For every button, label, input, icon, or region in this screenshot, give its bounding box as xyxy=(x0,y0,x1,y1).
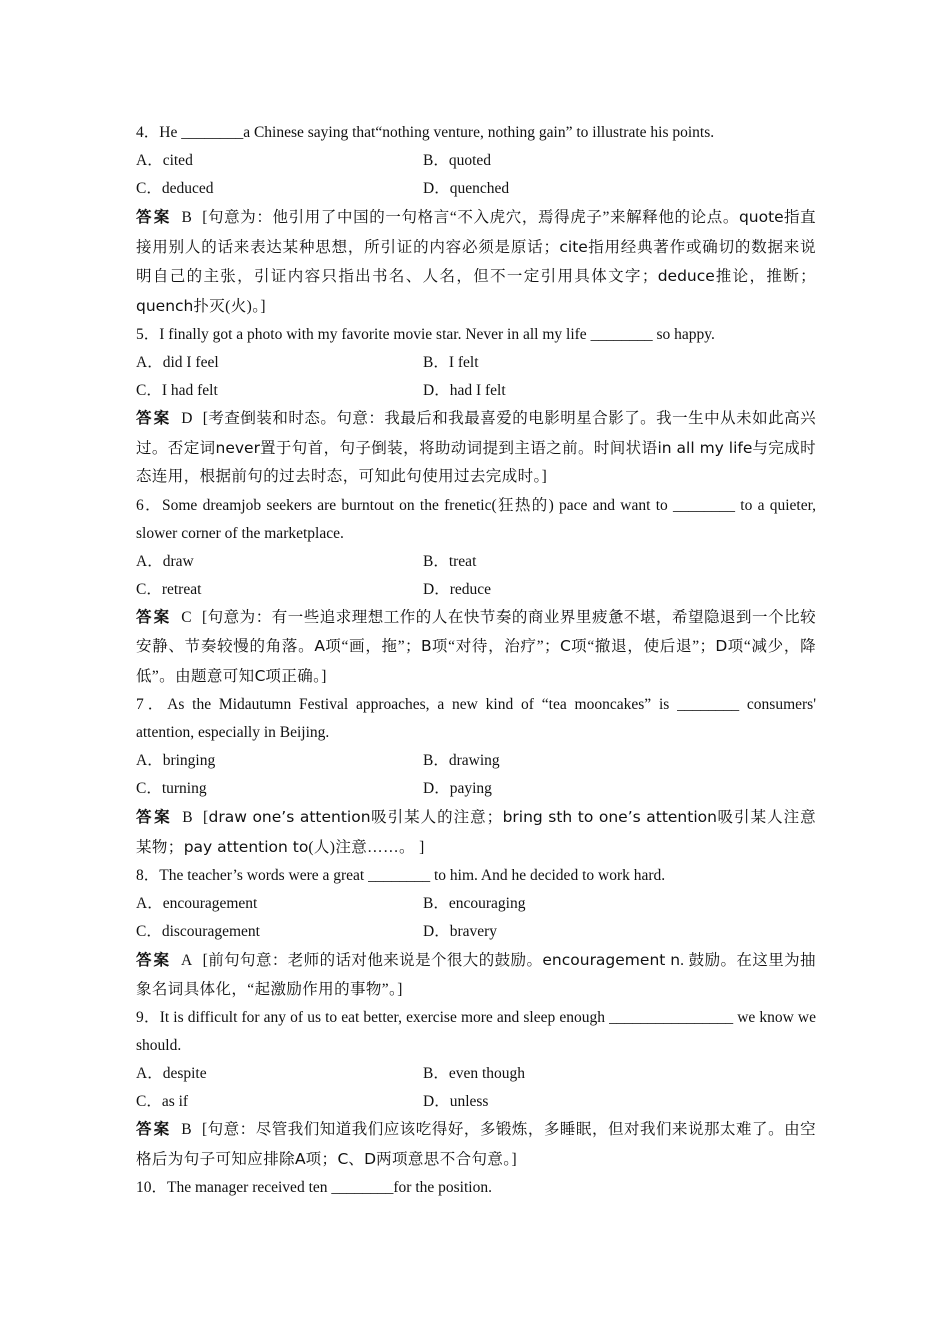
explanation-text: [句意为：他引用了中国的一句格言“不入虎穴，焉得虎子”来解释他的论点。quote指直接用别人的话来表达某种思想，所引证的内容必须是原话；cite指用经典著作或确切的数据来说明自己的主张，引证内容只指出书名、人名，但不一定引用具体文字；deduce推论，推断；quench扑灭(火)。] xyxy=(136,208,816,315)
option-b: B．even though xyxy=(423,1065,526,1082)
question-stem: 5．I finally got a photo with my favorite movie star. Never in all my life ________ so happy. xyxy=(136,326,715,343)
explanation-text: [句意：尽管我们知道我们应该吃得好，多锻炼，多睡眠，但对我们来说那太难了。由空格后为句子可知应排除A项；C、D两项意思不合句意。] xyxy=(136,1121,816,1168)
explanation-text: [考查倒装和时态。句意：我最后和我最喜爱的电影明星合影了。我一生中从未如此高兴过。否定词never置于句首，句子倒装，将助动词提到主语之前。时间状语in all my life与完成时态连用，根据前句的过去时态，可知此句使用过去完成时。] xyxy=(136,410,816,485)
option-a: A．bringing xyxy=(136,752,216,769)
answer-key: B xyxy=(181,209,193,226)
options-grid xyxy=(136,548,816,604)
answer-explanation xyxy=(136,946,816,1004)
option-c: C．I had felt xyxy=(136,382,218,399)
question-stem: 4．He ________a Chinese saying that“nothing venture, nothing gain” to illustrate his points. xyxy=(136,124,715,141)
option-b: B．treat xyxy=(423,552,477,570)
option-d: D．paying xyxy=(423,780,492,797)
option-c: C．as if xyxy=(136,1093,189,1110)
option-a: A．encouragement xyxy=(136,895,258,912)
option-c: C．deduced xyxy=(136,180,214,197)
option-c: C．turning xyxy=(136,780,207,797)
answer-explanation xyxy=(136,1116,816,1174)
option-b: B．drawing xyxy=(423,752,500,769)
option-b: B．quoted xyxy=(423,152,492,169)
answer-key: D xyxy=(181,410,193,427)
options-grid xyxy=(136,890,816,946)
question-list xyxy=(136,119,816,1202)
question-stem: 10．The manager received ten ________for the position. xyxy=(136,1179,492,1196)
answer-key: C xyxy=(181,608,192,626)
option-c: C．retreat xyxy=(136,580,202,598)
option-a: A．despite xyxy=(136,1065,207,1082)
option-d: D．bravery xyxy=(423,923,498,940)
question-stem: 8．The teacher’s words were a great ________ to him. And he decided to work hard. xyxy=(136,867,666,884)
option-a: A．cited xyxy=(136,152,193,169)
answer-explanation xyxy=(136,405,816,492)
explanation-text: [句意为：有一些追求理想工作的人在快节奏的商业界里疲惫不堪，希望隐退到一个比较安静、节奏较慢的角落。A项“画，拖”；B项“对待，治疗”；C项“撤退，使后退”；D项“减少，降低”。由题意可知C项正确。] xyxy=(136,608,816,685)
answer-label: 答案 xyxy=(136,809,173,826)
options-grid xyxy=(136,1060,816,1116)
answer-label: 答案 xyxy=(136,410,172,427)
answer-label: 答案 xyxy=(136,209,172,226)
option-b: B．encouraging xyxy=(423,895,526,912)
options-grid xyxy=(136,349,816,405)
explanation-text: [draw one’s attention吸引某人的注意；bring sth to one’s attention吸引某人注意某物；pay attention to(人)注意……。 ] xyxy=(136,808,816,856)
options-grid xyxy=(136,747,816,803)
option-b: B．I felt xyxy=(423,354,479,371)
answer-explanation xyxy=(136,203,816,321)
answer-explanation xyxy=(136,803,816,862)
answer-explanation xyxy=(136,604,816,692)
question-stem: 6．Some dreamjob seekers are burntout on the frenetic(狂热的) pace and want to ________ to a quieter, slower corner of the marketplace. xyxy=(136,496,816,542)
option-c: C．discouragement xyxy=(136,923,260,940)
answer-key: B xyxy=(181,1121,192,1138)
option-a: A．did I feel xyxy=(136,354,219,371)
options-grid xyxy=(136,147,816,203)
option-d: D．quenched xyxy=(423,180,510,197)
answer-key: A xyxy=(181,952,193,969)
question-stem: 7．As the Midautumn Festival approaches, a new kind of “tea mooncakes” is ________ consumers' attention, especially in Beijing. xyxy=(136,696,816,741)
question-stem: 9．It is difficult for any of us to eat better, exercise more and sleep enough ________________ we know we should. xyxy=(136,1009,816,1054)
option-d: D．had I felt xyxy=(423,382,506,399)
answer-label: 答案 xyxy=(136,608,172,626)
answer-label: 答案 xyxy=(136,952,172,969)
option-d: D．reduce xyxy=(423,580,491,598)
option-a: A．draw xyxy=(136,552,194,570)
option-d: D．unless xyxy=(423,1093,489,1110)
answer-label: 答案 xyxy=(136,1121,172,1138)
explanation-text: [前句句意：老师的话对他来说是个很大的鼓励。encouragement n. 鼓励。在这里为抽象名词具体化，“起激励作用的事物”。] xyxy=(136,951,816,998)
answer-key: B xyxy=(182,809,193,826)
